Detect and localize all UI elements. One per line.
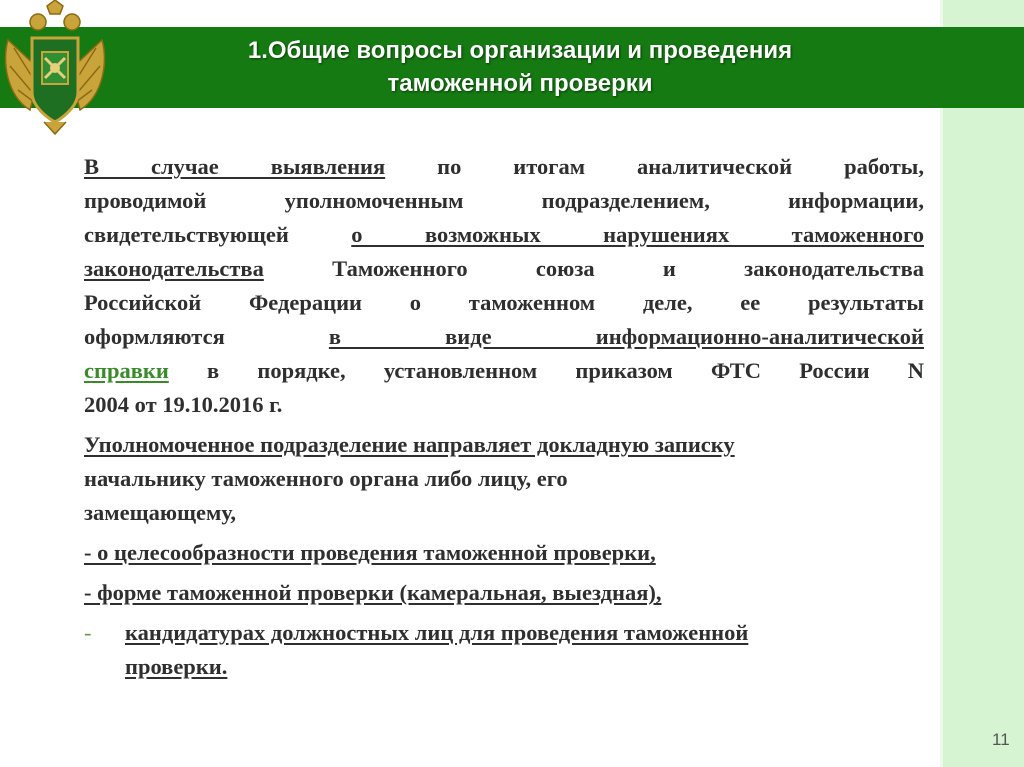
p1-line6-pre: оформляются [84, 324, 329, 349]
list-item-form: - форме таможенной проверки (камеральная, выездная), [84, 580, 662, 605]
phrase-v-sluchae: В случае выявления [84, 154, 386, 179]
p1-line3-pre: свидетельствующей [84, 222, 352, 247]
customs-eagle-emblem-icon [0, 0, 110, 135]
list-item-expediency: - о целесообразности проведения таможенной проверки, [84, 540, 656, 565]
list-item-candidates [84, 616, 924, 684]
p2-line3: замещающему, [84, 500, 236, 525]
slide-title [150, 34, 890, 100]
p1-line5: Российской Федерации о таможенном деле, ее результаты [84, 290, 924, 315]
list-bullet: - [84, 620, 92, 645]
item3-line1: кандидатурах должностных лиц для проведения таможенной [125, 620, 749, 645]
slide-body [84, 150, 924, 684]
page-number: 11 [992, 730, 1010, 749]
p2-line2: начальнику таможенного органа либо лицу, его [84, 466, 568, 491]
phrase-legislation: законодательства [84, 256, 264, 281]
title-line-1: 1.Общие вопросы организации и проведения [247, 37, 793, 64]
p1-line4-rest: Таможенного союза и законодательства [263, 256, 924, 281]
p2-line1: Уполномоченное подразделение направляет докладную записку [84, 432, 735, 457]
item3-line2: проверки. [125, 654, 228, 679]
p1-line7-rest: в порядке, установленном приказом ФТС России N [168, 358, 924, 383]
stripe-edge [940, 0, 943, 767]
p1-line8: 2004 от 19.10.2016 г. [84, 392, 283, 417]
phrase-in-form-of: в виде информационно-аналитической [328, 324, 925, 349]
p1-line1-rest: по итогам аналитической работы, [385, 154, 924, 179]
paragraph-1 [84, 150, 924, 422]
title-line-2: таможенной проверки [387, 70, 653, 97]
paragraph-2 [84, 428, 924, 530]
right-decor-stripe [940, 0, 1024, 767]
spravki-link[interactable]: справки [84, 358, 169, 383]
p1-line2: проводимой уполномоченным подразделением, информации, [84, 188, 924, 213]
phrase-possible-violations: о возможных нарушениях таможенного [351, 222, 925, 247]
